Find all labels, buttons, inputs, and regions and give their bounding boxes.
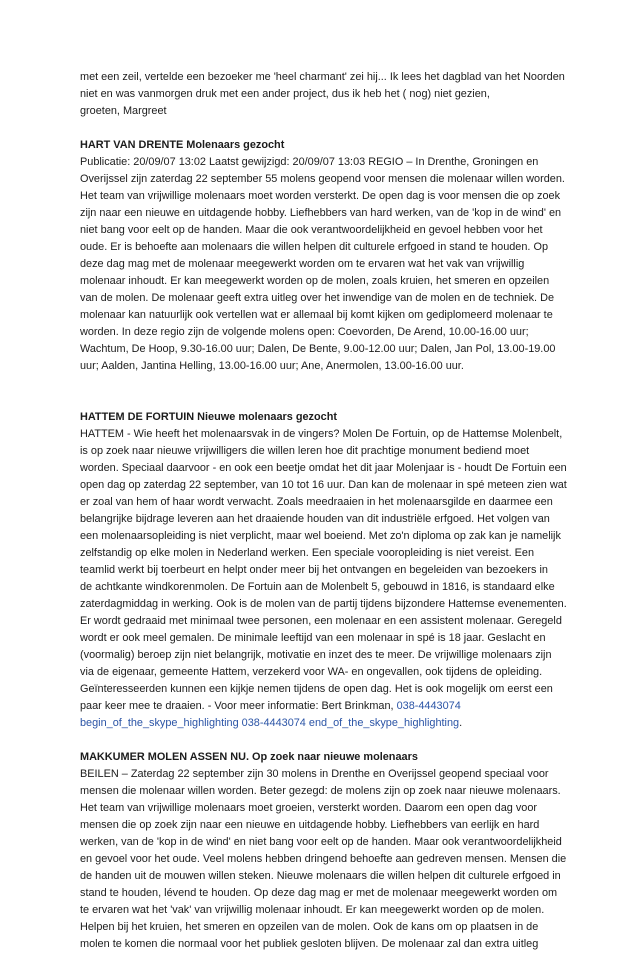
article-line: zaterdagmiddag in werking. Ook is de molen van de partij tijdens bijzondere Hattemse evenementen.: [80, 598, 567, 610]
article-heading-bold: HART VAN DRENTE: [80, 139, 184, 151]
article-line: Publicatie: 20/09/07 13:02 Laatst gewijzigd: 20/09/07 13:03 REGIO – In Drenthe, Groningen en: [80, 156, 539, 168]
article-hart-van-drente: [80, 137, 580, 375]
article-line: Het team van vrijwillige molenaars moet groeien, versterkt worden. Daarom een open dag voor: [80, 802, 538, 814]
article-line: (voormalig) beroep zijn niet belangrijk, motivatie en inzet des te meer. De vrijwillige molenaars zijn: [80, 649, 552, 661]
article-line: zelfstandig op elke molen in Nederland werken. Een speciale vooropleiding is niet vereist. Een: [80, 547, 535, 559]
article-line: zijn naar een nieuwe en uitdagende hobby. Liefhebbers van hard werken, van de 'kop in de wind' en: [80, 207, 562, 219]
article-line: een molenaarsopleiding is niet verplicht, maar wel boeiend. Met zo'n diploma op zak kan je namelijk: [80, 530, 561, 542]
article-line: oude. Er is behoefte aan molenaars die willen helpen dit culturele erfgoed in stand te houden. Op: [80, 241, 549, 253]
intro-line: niet en was vanmorgen druk met een ander project, dus ik heb het ( nog) niet gezien,: [80, 88, 490, 100]
article-line: [80, 698, 580, 715]
article-line: wordt er ook meel gemalen. De minimale leeftijd van een molenaar in spé is 18 jaar. Geslacht en: [80, 632, 546, 644]
article-line: molen te komen die normaal voor het publiek gesloten blijven. De molenaar zal dan extra uitleg: [80, 938, 539, 950]
article-makkumer-molen: [80, 749, 580, 953]
article-line: te ervaren wat het 'vak' van vrijwillig molenaar inhoudt. Er kan meegewerkt worden op de molen.: [80, 904, 545, 916]
article-line: BEILEN – Zaterdag 22 september zijn 30 molens in Drenthe en Overijssel geopend speciaal voor: [80, 768, 549, 780]
article-line: stand te houden, lévend te houden. Op deze dag mag er met de molenaar meegewerkt worden om: [80, 887, 558, 899]
article-line: Helpen bij het kruien, het smeren en opzeilen van de molen. Ook de kans om op plaatsen in de: [80, 921, 539, 933]
article-heading-rest: Molenaars gezocht: [183, 139, 285, 151]
article-line: van de molen. De molenaar geeft extra uitleg over het inwendige van de molen en de techniek. De: [80, 292, 555, 304]
article-line: HATTEM - Wie heeft het molenaarsvak in de vingers? Molen De Fortuin, op de Hattemse Molenbelt,: [80, 428, 563, 440]
intro-line: met een zeil, vertelde een bezoeker me 'heel charmant' zei hij... Ik lees het dagblad van het Noorden: [80, 71, 565, 83]
article-line: belangrijke bijdrage leveren aan het draaiende houden van dit industriële erfgoed. Het volgen van: [80, 513, 550, 525]
article-line: molenaar kan natuurlijk ook vertellen wat er allemaal bij komt kijken om gediplomeerd molenaar te: [80, 309, 553, 321]
article-line: Overijssel zijn zaterdag 22 september 55 molens geopend voor mensen die molenaar willen worden.: [80, 173, 565, 185]
document-page: [80, 69, 580, 953]
article-line: open dag op zaterdag 22 september, van 10 tot 16 uur. Dan kan de molenaar in spé meteen zien wat: [80, 479, 567, 491]
intro-paragraph: [80, 69, 580, 120]
article-line-end: .: [459, 717, 463, 729]
article-line: Het team van vrijwillige molenaars moet worden versterkt. De open dag is voor mensen die op zoek: [80, 190, 561, 202]
article-heading: [80, 137, 580, 154]
article-line-text: paar keer mee te draaien. - Voor meer informatie: Bert Brinkman,: [80, 700, 397, 712]
article-line: de handen uit de mouwen willen steken. Nieuwe molenaars die willen helpen dit culturele erfgoed in: [80, 870, 561, 882]
phone-link[interactable]: 038-4443074: [396, 700, 461, 712]
article-heading-rest: Nieuwe molenaars gezocht: [194, 411, 337, 423]
article-line: en gevoel voor het oude. Veel molens hebben dringend behoefte aan gedreven mensen. Mensen die: [80, 853, 567, 865]
skype-highlight-link[interactable]: begin_of_the_skype_highlighting 038-4443074 end_of_the_skype_highlighting: [80, 717, 460, 729]
article-line: worden. In deze regio zijn de volgende molens open: Coevorden, De Arend, 10.00-16.00 uur;: [80, 326, 529, 338]
article-line: uur; Aalden, Jantina Helling, 13.00-16.00 uur; Ane, Anermolen, 13.00-16.00 uur.: [80, 360, 464, 372]
article-line: mensen die op zoek zijn naar een nieuwe en uitdagende hobby. Liefhebbers van eerlijk en hard: [80, 819, 540, 831]
article-line: Geïnteresseerden kunnen een kijkje nemen tijdens de open dag. Het is ook mogelijk om eerst een: [80, 683, 553, 695]
article-hattem-de-fortuin: [80, 409, 580, 732]
article-line: mensen die molenaar willen worden. Beter gezegd: de molens zijn op zoek naar nieuwe molenaars.: [80, 785, 561, 797]
article-line: de achtkante windkorenmolen. De Fortuin aan de Molenbelt 5, gebouwd in 1816, is standaard elke: [80, 581, 555, 593]
article-line: [80, 715, 580, 732]
article-heading-bold: HATTEM DE FORTUIN: [80, 411, 195, 423]
article-line: Wachtum, De Hoop, 9.30-16.00 uur; Dalen, De Bente, 9.00-12.00 uur; Dalen, Jan Pol, 13.00-19.00: [80, 343, 556, 355]
article-line: molenaar inhoudt. Er kan meegewerkt worden op de molen, zoals kruien, het smeren en opzeilen: [80, 275, 550, 287]
article-line: deze dag mag met de molenaar meegewerkt worden om te ervaren wat het vak van vrijwillig: [80, 258, 525, 270]
article-heading: MAKKUMER MOLEN ASSEN NU. Op zoek naar nieuwe molenaars: [80, 751, 418, 763]
article-line: werken, van de 'kop in de wind' en niet bang voor eelt op de handen. Maar ook verantwoordelijkheid: [80, 836, 562, 848]
article-heading: [80, 409, 580, 426]
article-line: is op zoek naar nieuwe vrijwilligers die willen leren hoe dit prachtige monument bediend moet: [80, 445, 530, 457]
article-line: via de eigenaar, gemeente Hattem, verzekerd voor WA- en ongevallen, ook tijdens de opleiding.: [80, 666, 543, 678]
article-line: niet bang voor eelt op de handen. Maar die ook verantwoordelijkheid en gevoel hebben voor het: [80, 224, 543, 236]
article-line: Er wordt gedraaid met minimaal twee personen, een molenaar en een assistent molenaar. Geregeld: [80, 615, 562, 627]
intro-line: groeten, Margreet: [80, 105, 167, 117]
article-line: worden. Speciaal daarvoor - en ook een beetje omdat het dit jaar Molenjaar is - houdt De Fortuin een: [80, 462, 567, 474]
article-line: teamlid werkt bij toerbeurt en helpt onder meer bij het ontvangen en begeleiden van bezoekers in: [80, 564, 548, 576]
article-line: er zoal van hem of haar wordt verwacht. Zoals meedraaien in het molenaarsgilde en daarmee een: [80, 496, 553, 508]
